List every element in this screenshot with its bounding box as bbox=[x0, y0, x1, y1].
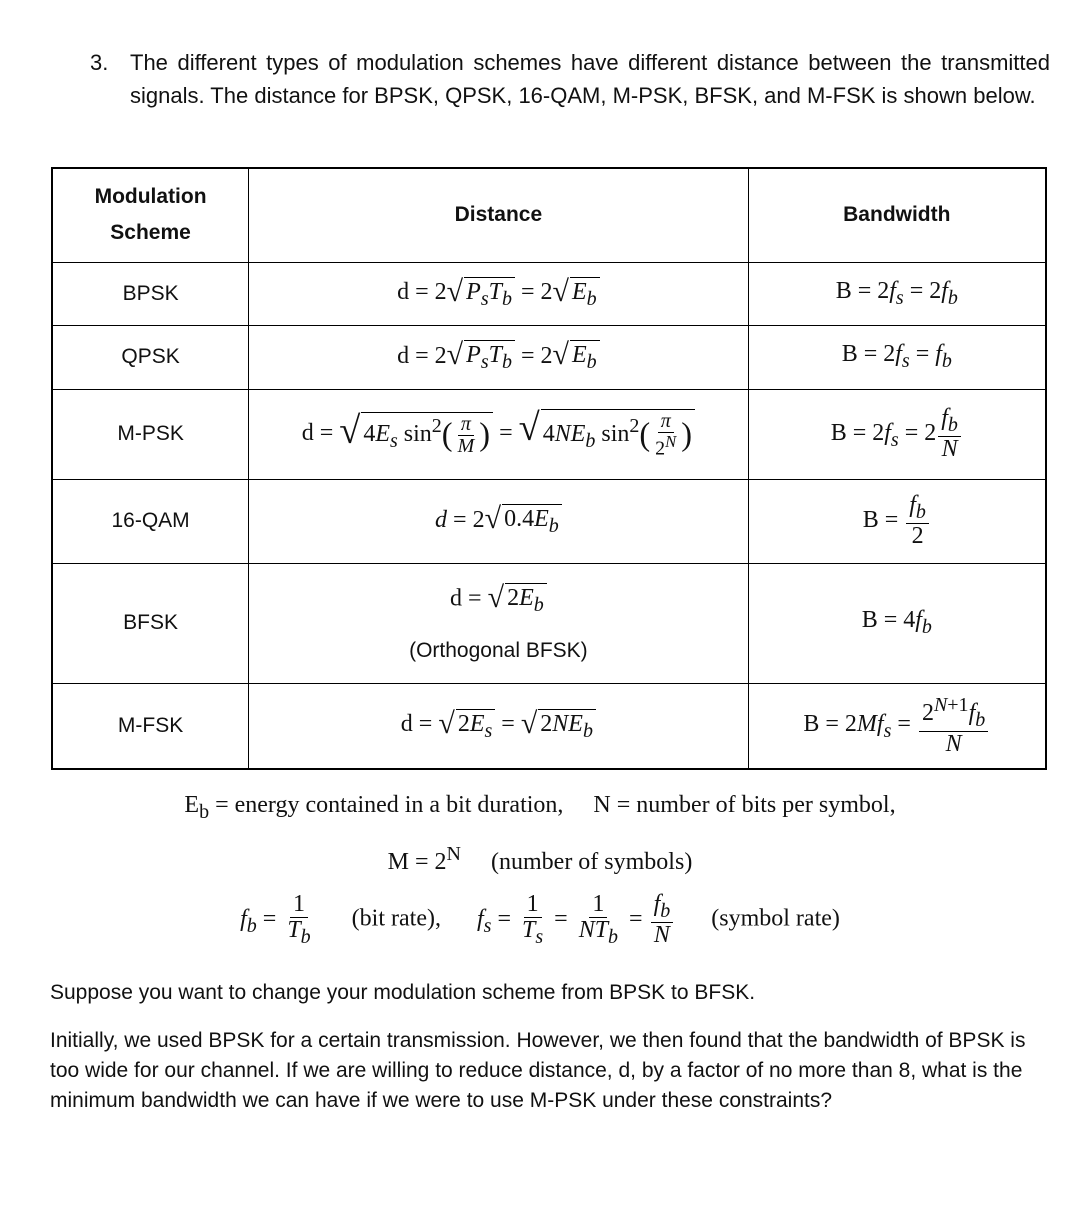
header-modulation-scheme: Modulation Scheme bbox=[52, 168, 249, 262]
table-row-mfsk bbox=[52, 683, 1046, 769]
problem-number: 3. bbox=[90, 50, 109, 75]
scheme-name: M-PSK bbox=[52, 389, 249, 479]
scheme-name: M-FSK bbox=[52, 683, 249, 769]
scheme-name: QPSK bbox=[52, 325, 249, 389]
legend-n: number of bits per symbol, bbox=[636, 792, 896, 818]
legend-line-1: $E_b$ = energy contained in a bit duration, N = number of bits per symbol, bbox=[184, 792, 896, 823]
bfsk-note: (Orthogonal BFSK) bbox=[409, 638, 588, 662]
legend-m: (number of symbols) bbox=[491, 849, 693, 875]
table-row-bpsk bbox=[52, 262, 1046, 325]
bandwidth-formula: $B = 2f_s = 2f_b$ bbox=[748, 262, 1046, 325]
scheme-name: BFSK bbox=[52, 563, 249, 683]
table-header-row bbox=[52, 168, 1046, 262]
problem-intro bbox=[90, 46, 1050, 112]
bandwidth-formula: $B = 4f_b$ bbox=[748, 563, 1046, 683]
distance-formula: d = √ $4E_s$ $\sin^2$( $\frac{\pi}{M}$ ) = √ $4NE_b$ $\sin^2$( $\frac{\pi}{2^N}$ ) bbox=[249, 389, 748, 479]
bandwidth-formula: B = $\frac{f_b}{2}$ bbox=[748, 479, 1046, 563]
question-body: Initially, we used BPSK for a certain transmission. However, we then found that the bandwidth of BPSK is too wide for our channel. If we are willing to reduce distance, d, by a factor of no more than 8, what is the minimum bandwidth we can have if we were to use M-PSK under these constraints? bbox=[50, 1029, 1026, 1112]
modulation-table bbox=[51, 167, 1047, 770]
table-row-qpsk bbox=[52, 325, 1046, 389]
legend-bit-rate: (bit rate), bbox=[351, 905, 441, 932]
scheme-name: 16-QAM bbox=[52, 479, 249, 563]
bandwidth-formula: $B = 2Mf_s$ = $\frac{2^{N+1}f_b}{N}$ bbox=[748, 683, 1046, 769]
distance-formula: d = √ $2E_s$ = √ $2NE_b$ bbox=[249, 683, 748, 769]
header-distance: Distance bbox=[249, 168, 748, 262]
bandwidth-formula: $B = 2f_s = 2$ $\frac{f_b}{N}$ bbox=[748, 389, 1046, 479]
bandwidth-formula: $B = 2f_s = f_b$ bbox=[748, 325, 1046, 389]
table-row-mpsk bbox=[52, 389, 1046, 479]
legend-eb: energy contained in a bit duration, bbox=[234, 792, 564, 818]
distance-formula: d = 2 √ $P_sT_b$ = 2 √ $E_b$ bbox=[249, 325, 748, 389]
distance-formula: d = 2 √ $0.4E_b$ bbox=[249, 479, 748, 563]
distance-formula: d = √ $2E_b$ (Orthogonal BFSK) bbox=[249, 563, 748, 683]
header-bandwidth: Bandwidth bbox=[748, 168, 1046, 262]
scheme-name: BPSK bbox=[52, 262, 249, 325]
legend-symbol-rate: (symbol rate) bbox=[711, 905, 840, 932]
table-row-bfsk bbox=[52, 563, 1046, 683]
legend-line-2: $M = 2^N$ (number of symbols) bbox=[387, 843, 693, 875]
table-row-16qam bbox=[52, 479, 1046, 563]
legend-line-3: $f_b$ = $\frac{1}{T_b}$ (bit rate), $f_s$ = $\frac{1}{T_s}$ = $\frac{1}{NT_b}$ = $\frac{f_b}{N}$ (symbol rate) bbox=[240, 891, 840, 948]
question-line-1: Suppose you want to change your modulation scheme from BPSK to BFSK. bbox=[50, 981, 756, 1004]
problem-intro-text: The different types of modulation schemes have different distance between the transmitted signals. The distance for BPSK, QPSK, 16-QAM, M-PSK, BFSK, and M-FSK is shown below. bbox=[130, 50, 1050, 108]
distance-formula: d = 2 √ $P_sT_b$ = 2 √ $E_b$ bbox=[249, 262, 748, 325]
